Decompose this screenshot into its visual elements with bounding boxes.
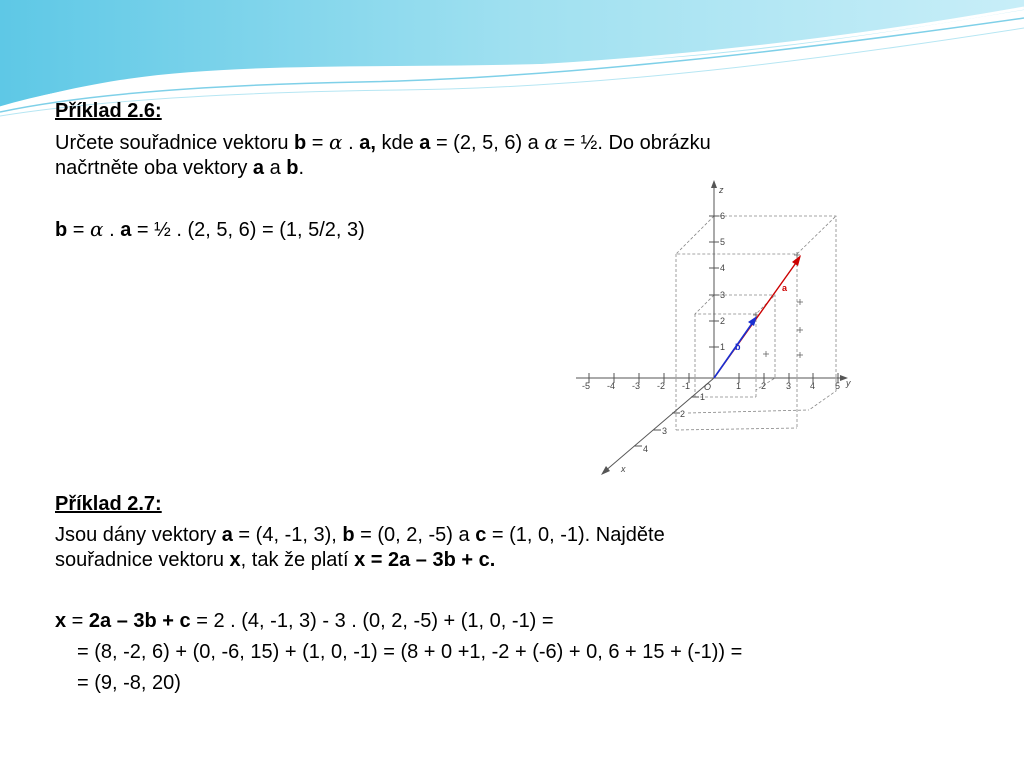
vector-3d-figure — [570, 175, 885, 497]
text: . — [103, 219, 121, 241]
alpha-symbol: α — [544, 130, 558, 154]
text: načrtněte oba vektory — [55, 157, 253, 179]
vector-b: b — [55, 219, 68, 241]
text: kde — [375, 132, 420, 154]
text: . (2, 5, 6) = (1, 5/2, 3) — [170, 219, 365, 241]
text: = — [67, 219, 91, 241]
text: , tak že platí — [240, 549, 355, 571]
example-2-7-solution-line3: = (9, -8, 20) — [77, 672, 181, 694]
formula: x = 2a – 3b + c. — [354, 549, 496, 571]
vector-b: b — [342, 524, 355, 546]
y-tick-label: 1 — [736, 381, 742, 391]
text: = (1, 0, -1). Najděte — [486, 524, 665, 546]
x-tick-label: 4 — [643, 444, 649, 454]
text: a — [264, 157, 287, 179]
alpha-symbol: α — [329, 130, 343, 154]
text: = ½. Do obrázku — [557, 132, 711, 154]
text: = — [66, 610, 89, 632]
x-tick-label: 1 — [700, 392, 706, 402]
example-2-7-solution-line1 — [55, 609, 554, 633]
y-tick-label: 3 — [786, 381, 792, 391]
text: = — [306, 132, 330, 154]
text: souřadnice vektoru — [55, 549, 230, 571]
y-tick-label: 2 — [761, 381, 767, 391]
text: = (0, 2, -5) a — [354, 524, 476, 546]
vector-a: a — [252, 157, 265, 179]
example-2-7-assignment — [55, 523, 955, 547]
z-tick-label: 1 — [720, 342, 726, 352]
y-tick-label: -2 — [657, 381, 666, 391]
vector-a: a — [419, 132, 431, 154]
text: . — [298, 157, 305, 179]
vector-c: c — [475, 524, 487, 546]
example-2-6-solution — [55, 217, 365, 242]
example-2-7-solution-line2: = (8, -2, 6) + (0, -6, 15) + (1, 0, -1) = (8 + 0 +1, -2 + (-6) + 0, 6 + 15 + (-1)) = — [77, 641, 743, 663]
x-tick-label: 3 — [662, 426, 668, 436]
text: = (4, -1, 3), — [232, 524, 343, 546]
z-tick-label: 5 — [720, 237, 726, 247]
y-tick-label: 5 — [835, 381, 841, 391]
text: Jsou dány vektory — [55, 524, 222, 546]
text: Určete souřadnice vektoru — [55, 132, 295, 154]
text: = (2, 5, 6) a — [430, 132, 545, 154]
x-axis-label: x — [621, 464, 626, 474]
example-2-6-assignment — [55, 130, 955, 155]
example-2-7-heading: Příklad 2.7: — [55, 493, 162, 515]
figure-background — [570, 175, 885, 497]
vector-b: b — [286, 157, 299, 179]
example-2-6-assignment-line2 — [55, 156, 304, 180]
y-tick-label: -1 — [682, 381, 691, 391]
example-2-7-assignment-line2 — [55, 548, 495, 572]
z-tick-label: 4 — [720, 263, 726, 273]
vector-b-label: b — [735, 342, 741, 352]
vector-a-label: a — [782, 283, 788, 293]
vector-a: a — [120, 219, 132, 241]
example-2-6-heading: Příklad 2.6: — [55, 100, 162, 122]
y-tick-label: 4 — [810, 381, 816, 391]
z-axis-label: z — [719, 185, 724, 195]
x-tick-label: 2 — [680, 409, 686, 419]
y-tick-label: -3 — [632, 381, 641, 391]
y-axis-label: y — [846, 378, 851, 388]
y-tick-label: -4 — [607, 381, 616, 391]
vector-x: x — [55, 610, 67, 632]
text: = ½ — [131, 219, 171, 241]
vector-x: x — [229, 549, 241, 571]
vector-a: a, — [359, 132, 376, 154]
text: . — [342, 132, 360, 154]
vector-a: a — [221, 524, 233, 546]
expression: 2a – 3b + c — [88, 610, 191, 632]
alpha-symbol: α — [90, 217, 104, 241]
z-tick-label: 6 — [720, 211, 726, 221]
vector-b: b — [294, 132, 307, 154]
z-tick-label: 3 — [720, 290, 726, 300]
origin-label: O — [704, 382, 712, 392]
y-tick-label: -5 — [582, 381, 591, 391]
z-tick-label: 2 — [720, 316, 726, 326]
text: = 2 . (4, -1, 3) - 3 . (0, 2, -5) + (1, 0, -1) = — [190, 610, 554, 632]
